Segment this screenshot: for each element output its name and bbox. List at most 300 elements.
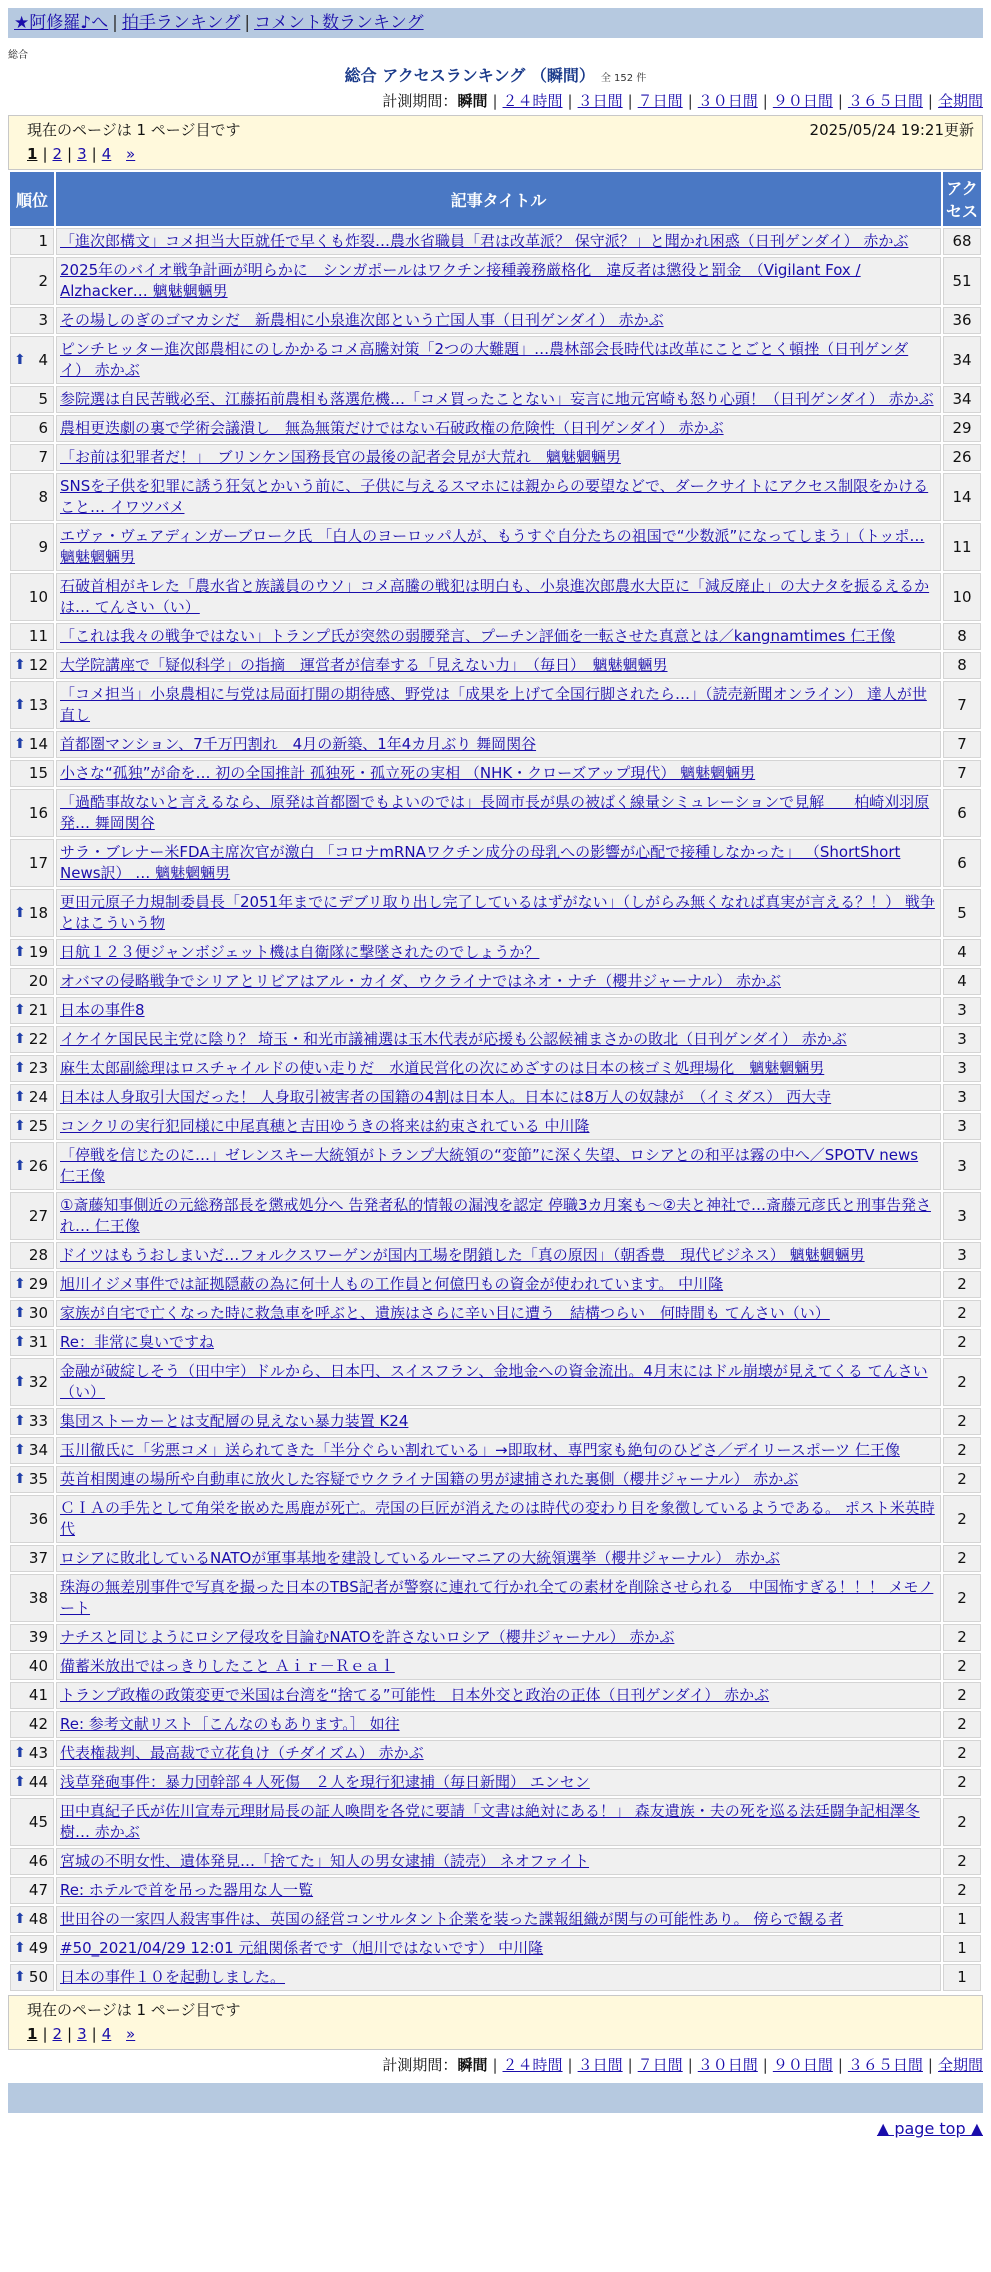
rank-up-icon: ⬆ (14, 944, 26, 960)
period-7d[interactable]: ７日間 (637, 92, 683, 110)
rank-number: 32 (28, 1372, 48, 1391)
table-row (10, 307, 981, 334)
article-link[interactable]: #50_2021/04/29 12:01 元組関係者です（旭川ではないです） 中川隆 (60, 1939, 544, 1957)
table-row (10, 1084, 981, 1111)
article-link[interactable]: 日本の事件8 (60, 1001, 145, 1019)
access-count: 2 (943, 1300, 981, 1327)
current-page-text: 現在のページは 1 ページ目です (27, 121, 241, 139)
article-link[interactable]: その場しのぎのゴマカシだ 新農相に小泉進次郎という亡国人事（日刊ゲンダイ） 赤かぶ (60, 311, 664, 329)
rank-cell (10, 523, 54, 571)
article-link[interactable]: 「お前は犯罪者だ！」 ブリンケン国務長官の最後の記者会見が大荒れ 魑魅魍魎男 (60, 448, 621, 466)
access-count: 6 (943, 839, 981, 887)
rank-number: 45 (28, 1812, 48, 1831)
access-count: 2 (943, 1711, 981, 1738)
title-cell (56, 1769, 941, 1796)
title-cell (56, 1798, 941, 1846)
rank-number: 19 (28, 943, 48, 961)
article-link[interactable]: 「コメ担当」小泉農相に与党は局面打開の期待感、野党は「成果を上げて全国行脚されたら…」（読売新聞オンライン） 達人が世直し (60, 685, 927, 724)
article-link[interactable]: 日航１２３便ジャンボジェット機は自衛隊に撃墜されたのでしょうか？ (60, 943, 540, 961)
rank-number: 18 (28, 903, 48, 922)
access-count: 6 (943, 789, 981, 837)
title-cell (56, 1437, 941, 1464)
period-all[interactable]: 全期間 (937, 92, 983, 110)
article-link[interactable]: 金融が破綻しそう（田中宇）ドルから、日本円、スイスフラン、金地金への資金流出。4月末にはドル崩壊が見えてくる てんさい（い） (60, 1362, 928, 1401)
rank-cell (10, 1358, 54, 1406)
article-link[interactable]: 日本の事件１０を起動しました。 (60, 1968, 286, 1986)
table-row (10, 336, 981, 384)
access-count: 3 (943, 1192, 981, 1240)
access-count: 2 (943, 1574, 981, 1622)
rank-cell (10, 336, 54, 384)
rank-number: 34 (28, 1441, 48, 1459)
title-cell (56, 1329, 941, 1356)
rank-cell (10, 939, 54, 966)
rank-number: 41 (28, 1686, 48, 1704)
access-count: 1 (943, 1935, 981, 1962)
access-count: 2 (943, 1848, 981, 1875)
article-link[interactable]: ナチスと同じようにロシア侵攻を目論むNATOを許さないロシア（櫻井ジャーナル） 赤かぶ (60, 1628, 675, 1646)
page-1: 1 (27, 145, 38, 163)
page-3[interactable]: 3 (77, 145, 87, 163)
access-count: 1 (943, 1906, 981, 1933)
table-row (10, 1877, 981, 1904)
article-link[interactable]: 日本は人身取引大国だった！ 人身取引被害者の国籍の4割は日本人。日本には8万人の奴隷が （イミダス） 西大寺 (60, 1088, 832, 1106)
title-cell (56, 1358, 941, 1406)
table-row (10, 1769, 981, 1796)
access-count: 2 (943, 1798, 981, 1846)
rank-cell (10, 1084, 54, 1111)
bottom-bar (8, 2083, 983, 2113)
rank-number: 7 (38, 448, 48, 466)
period-30d[interactable]: ３０日間 (697, 92, 758, 110)
table-row (10, 968, 981, 995)
rank-up-icon: ⬆ (14, 1276, 26, 1292)
access-count: 2 (943, 1437, 981, 1464)
article-link[interactable]: 英首相関連の場所や自動車に放火した容疑でウクライナ国籍の男が逮捕された裏側（櫻井ジャーナル） 赤かぶ (60, 1470, 799, 1488)
ranking-table (8, 170, 983, 1993)
table-row (10, 228, 981, 255)
rank-cell (10, 228, 54, 255)
title-cell (56, 760, 941, 787)
clap-ranking-link[interactable]: 拍手ランキング (121, 13, 241, 33)
access-count: 14 (943, 473, 981, 521)
table-row (10, 789, 981, 837)
period-instant-bottom: 瞬間 (457, 2056, 488, 2074)
rank-cell (10, 1624, 54, 1651)
article-link[interactable]: SNSを子供を犯罪に誘う狂気とかいう前に、子供に与えるスマホには親からの要望などで、ダークサイトにアクセス制限をかけること… イワツバメ (60, 477, 929, 516)
next-page[interactable]: » (126, 145, 136, 163)
title-cell (56, 1848, 941, 1875)
title-cell (56, 523, 941, 571)
access-count: 2 (943, 1740, 981, 1767)
rank-cell (10, 1964, 54, 1991)
pager-bottom: 1 | 2 | 3 | 4 » (27, 2025, 136, 2043)
table-row (10, 1026, 981, 1053)
rank-cell (10, 839, 54, 887)
table-row (10, 1711, 981, 1738)
rank-cell (10, 1142, 54, 1190)
article-link[interactable]: オバマの侵略戦争でシリアとリビアはアル・カイダ、ウクライナではネオ・ナチ（櫻井ジャーナル） 赤かぶ (60, 972, 782, 990)
rank-cell (10, 1113, 54, 1140)
rank-number: 35 (28, 1470, 48, 1488)
access-count: 2 (943, 1682, 981, 1709)
rank-up-icon: ⬆ (14, 1471, 26, 1487)
access-count: 3 (943, 1084, 981, 1111)
article-link[interactable]: 備蓄米放出ではっきりしたこと Ａｉｒ－Ｒｅａｌ (60, 1657, 395, 1675)
article-link[interactable]: 「これは我々の戦争ではない」トランプ氏が突然の弱腰発言、プーチン評価を一転させた真意とは／kangnamtimes 仁王像 (60, 627, 896, 645)
table-row (10, 623, 981, 650)
rank-cell (10, 1242, 54, 1269)
table-row (10, 1466, 981, 1493)
article-link[interactable]: ドイツはもうおしまいだ…フォルクスワーゲンが国内工場を閉鎖した「真の原因」（朝香豊 現代ビジネス） 魑魅魍魎男 (60, 1246, 865, 1264)
article-link[interactable]: 「過酷事故ないと言えるなら、原発は首都圏でもよいのでは」長岡市長が県の被ばく線量シミュレーションで見解 柏崎刈羽原発… 舞岡関谷 (60, 793, 930, 832)
page-top-link[interactable]: ▲ page top ▲ (876, 2119, 983, 2138)
rank-number: 23 (28, 1059, 48, 1077)
table-row (10, 1740, 981, 1767)
rank-number: 36 (28, 1509, 48, 1528)
title-cell (56, 1495, 941, 1543)
title-cell (56, 623, 941, 650)
rank-up-icon: ⬆ (14, 1305, 26, 1321)
rank-up-icon: ⬆ (14, 1745, 26, 1761)
rank-up-icon: ⬆ (14, 1089, 26, 1105)
table-row (10, 731, 981, 758)
access-count: 4 (943, 968, 981, 995)
article-link[interactable]: 旭川イジメ事件では証拠隠蔽の為に何十人もの工作員と何億円もの資金が使われています。 中川隆 (60, 1275, 724, 1293)
access-count: 3 (943, 997, 981, 1024)
rank-number: 3 (38, 311, 48, 329)
table-row (10, 1624, 981, 1651)
page-2-bottom[interactable]: 2 (52, 2025, 63, 2043)
table-row (10, 473, 981, 521)
title-cell (56, 228, 941, 255)
title-cell (56, 731, 941, 758)
title-cell (56, 839, 941, 887)
page-title: 総合 アクセスランキング （瞬間） 全 152 件 (344, 66, 647, 85)
rank-cell (10, 1935, 54, 1962)
page-2[interactable]: 2 (52, 145, 63, 163)
table-row (10, 839, 981, 887)
title-cell (56, 1624, 941, 1651)
rank-up-icon: ⬆ (14, 1413, 26, 1429)
page-info-bottom (8, 1995, 983, 2050)
period-90d-bottom[interactable]: ９０日間 (772, 2056, 833, 2074)
table-row (10, 1935, 981, 1962)
article-link[interactable]: Re: ホテルで首を吊った器用な人一覧 (60, 1881, 314, 1899)
title-cell (56, 1964, 941, 1991)
page-1-bottom: 1 (27, 2025, 38, 2043)
rank-number: 33 (28, 1412, 48, 1430)
rank-number: 49 (28, 1939, 48, 1957)
period-24h[interactable]: ２４時間 (502, 92, 563, 110)
table-row (10, 1192, 981, 1240)
article-link[interactable]: ピンチヒッター進次郎農相にのしかかるコメ高騰対策「2つの大難題」…農林部会長時代は改革にことごとく頓挫（日刊ゲンダイ） 赤かぶ (60, 340, 909, 379)
access-count: 3 (943, 1055, 981, 1082)
table-row (10, 1545, 981, 1572)
table-row (10, 1329, 981, 1356)
article-link[interactable]: 「進次郎構文」コメ担当大臣就任で早くも炸裂…農水省職員「君は改革派？ 保守派？」と聞かれ困惑（日刊ゲンダイ） 赤かぶ (60, 232, 909, 250)
table-row (10, 257, 981, 305)
access-count: 2 (943, 1624, 981, 1651)
period-selector: 計測期間：瞬間 | ２４時間 | ３日間 | ７日間 | ３０日間 | ９０日間 | ３６５日間 | 全期間 (382, 92, 983, 110)
rank-number: 21 (28, 1001, 48, 1019)
total-count: 全 152 件 (600, 73, 647, 84)
article-link[interactable]: 2025年のバイオ戦争計画が明らかに シンガポールはワクチン接種義務厳格化 違反者は懲役と罰金 （Vigilant Fox / Alzhacker… 魑魅魍魎男 (60, 261, 861, 300)
rank-cell (10, 1408, 54, 1435)
rank-number: 5 (38, 390, 48, 408)
title-cell (56, 415, 941, 442)
rank-cell (10, 473, 54, 521)
rank-cell (10, 1437, 54, 1464)
article-link[interactable]: サラ・ブレナー米FDA主席次官が激白 「コロナmRNAワクチン成分の母乳への影響が心配で接種しなかった」 （ShortShort News訳） … 魑魅魍魎男 (60, 843, 901, 882)
rank-up-icon: ⬆ (14, 1774, 26, 1790)
rank-number: 4 (38, 350, 48, 369)
article-link[interactable]: ロシアに敗北しているNATOが軍事基地を建設しているルーマニアの大統領選挙（櫻井ジャーナル） 赤かぶ (60, 1549, 781, 1567)
rank-up-icon: ⬆ (14, 1118, 26, 1134)
title-cell (56, 336, 941, 384)
article-link[interactable]: コンクリの実行犯同様に中尾真穂と吉田ゆうきの将来は約束されている 中川隆 (60, 1117, 590, 1135)
rank-up-icon: ⬆ (14, 1442, 26, 1458)
title-cell (56, 257, 941, 305)
rank-cell (10, 760, 54, 787)
rank-cell (10, 1271, 54, 1298)
access-count: 2 (943, 1769, 981, 1796)
rank-number: 12 (28, 656, 48, 674)
access-count: 2 (943, 1545, 981, 1572)
article-link[interactable]: Re：非常に臭いですね (60, 1333, 214, 1351)
table-row (10, 1653, 981, 1680)
period-90d[interactable]: ９０日間 (772, 92, 833, 110)
table-row (10, 1242, 981, 1269)
table-row (10, 386, 981, 413)
access-count: 11 (943, 523, 981, 571)
comment-ranking-link[interactable]: コメント数ランキング (254, 13, 424, 33)
article-link[interactable]: 「停戦を信じたのに…」ゼレンスキー大統領がトランプ大統領の“変節”に深く失望、ロシアとの和平は霧の中へ／SPOTV news 仁王像 (60, 1146, 919, 1185)
rank-number: 40 (28, 1657, 48, 1675)
rank-number: 6 (38, 419, 48, 437)
article-link[interactable]: 珠海の無差別事件で写真を撮った日本のTBS記者が警察に連れて行かれ全ての素材を削除させられる 中国怖すぎる！！！ メモノート (60, 1578, 934, 1617)
article-link[interactable]: 代表権裁判、最高裁で立花負け（チダイズム） 赤かぶ (60, 1744, 424, 1762)
rank-up-icon: ⬆ (14, 1060, 26, 1076)
access-count: 5 (943, 889, 981, 937)
rank-number: 39 (28, 1628, 48, 1646)
title-cell (56, 968, 941, 995)
rank-number: 43 (28, 1744, 48, 1762)
table-row (10, 1408, 981, 1435)
page-4[interactable]: 4 (101, 145, 112, 163)
rank-number: 37 (28, 1549, 48, 1567)
period-24h-bottom[interactable]: ２４時間 (502, 2056, 563, 2074)
rank-cell (10, 1769, 54, 1796)
article-link[interactable]: 浅草発砲事件：暴力団幹部４人死傷 ２人を現行犯逮捕（毎日新聞） エンセン (60, 1773, 590, 1791)
period-3d[interactable]: ３日間 (577, 92, 623, 110)
rank-number: 25 (28, 1117, 48, 1135)
rank-cell (10, 789, 54, 837)
rank-cell (10, 415, 54, 442)
rank-number: 9 (38, 537, 48, 556)
access-count: 7 (943, 731, 981, 758)
access-count: 2 (943, 1271, 981, 1298)
rank-number: 48 (28, 1910, 48, 1928)
title-cell (56, 1653, 941, 1680)
table-row (10, 1574, 981, 1622)
article-link[interactable]: 更田元原子力規制委員長「2051年までにデブリ取り出し完了しているはずがない」（しがらみ無くなれば真実が言える？！） 戦争とはこういう物 (60, 893, 935, 932)
article-link[interactable]: 玉川徹氏に「劣悪コメ」送られてきた「半分ぐらい割れている」→即取材、専門家も絶句のひどさ／デイリースポーツ 仁王像 (60, 1441, 900, 1459)
table-row (10, 681, 981, 729)
article-link[interactable]: 世田谷の一家四人殺害事件は、英国の経営コンサルタント企業を装った諜報組織が関与の可能性あり。 傍らで観る者 (60, 1910, 844, 1928)
rank-number: 1 (38, 232, 48, 250)
rank-cell (10, 573, 54, 621)
table-row (10, 1848, 981, 1875)
rank-cell (10, 307, 54, 334)
rank-number: 24 (28, 1088, 48, 1106)
title-cell (56, 1192, 941, 1240)
rank-cell (10, 1300, 54, 1327)
table-row (10, 444, 981, 471)
rank-number: 17 (28, 853, 48, 872)
title-cell (56, 889, 941, 937)
access-count: 51 (943, 257, 981, 305)
article-link[interactable]: Re: 参考文献リスト［こんなのもあります。］ 如往 (60, 1715, 400, 1733)
access-count: 2 (943, 1358, 981, 1406)
access-count: 34 (943, 386, 981, 413)
article-link[interactable]: 麻生太郎副総理はロスチャイルドの使い走りだ 水道民営化の次にめざすのは日本の核ゴミ処理場化 魑魅魍魎男 (60, 1059, 825, 1077)
home-link[interactable]: ★阿修羅♪へ (14, 13, 109, 33)
table-row (10, 652, 981, 679)
rank-number: 29 (28, 1275, 48, 1293)
table-row (10, 1964, 981, 1991)
access-count: 3 (943, 1026, 981, 1053)
period-7d-bottom[interactable]: ７日間 (637, 2056, 683, 2074)
rank-cell (10, 1682, 54, 1709)
article-link[interactable]: 家族が自宅で亡くなった時に救急車を呼ぶと、遺族はさらに辛い目に遭う 結構つらい 何時間も てんさい（い） (60, 1304, 830, 1322)
title-cell (56, 1142, 941, 1190)
title-cell (56, 1055, 941, 1082)
article-link[interactable]: 集団ストーカーとは支配層の見えない暴力装置 K24 (60, 1412, 409, 1430)
article-link[interactable]: 首都圏マンション、7千万円割れ 4月の新築、1年4カ月ぶり 舞岡関谷 (60, 735, 537, 753)
rank-number: 16 (28, 803, 48, 822)
access-count: 68 (943, 228, 981, 255)
title-cell (56, 1084, 941, 1111)
period-3d-bottom[interactable]: ３日間 (577, 2056, 623, 2074)
article-link[interactable]: 参院選は自民苦戦必至、江藤拓前農相も落選危機…「コメ買ったことない」妄言に地元宮崎も怒り心頭！（日刊ゲンダイ） 赤かぶ (60, 390, 934, 408)
article-link[interactable]: ＣＩＡの手先として角栄を嵌めた馬鹿が死亡。売国の巨匠が消えたのは時代の変わり目を象徴しているようである。 ポスト米英時代 (60, 1499, 935, 1538)
title-cell (56, 1740, 941, 1767)
article-link[interactable]: 小さな“孤独”が命を… 初の全国推計 孤独死・孤立死の実相 （NHK・クローズアップ現代） 魑魅魍魎男 (60, 764, 756, 782)
rank-up-icon: ⬆ (14, 1031, 26, 1047)
rank-up-icon: ⬆ (14, 1334, 26, 1350)
rank-number: 27 (28, 1206, 48, 1225)
rank-cell (10, 968, 54, 995)
table-row (10, 1495, 981, 1543)
title-cell (56, 1545, 941, 1572)
rank-number: 28 (28, 1246, 48, 1264)
rank-number: 42 (28, 1715, 48, 1733)
article-link[interactable]: 農相更迭劇の裏で学術会議潰し 無為無策だけではない石破政権の危険性（日刊ゲンダイ） 赤かぶ (60, 419, 724, 437)
table-row (10, 1798, 981, 1846)
access-count: 2 (943, 1877, 981, 1904)
rank-number: 11 (28, 627, 48, 645)
title-cell (56, 473, 941, 521)
table-row (10, 1682, 981, 1709)
rank-cell (10, 1545, 54, 1572)
title-cell (56, 1711, 941, 1738)
rank-cell (10, 1740, 54, 1767)
title-cell (56, 681, 941, 729)
rank-number: 46 (28, 1852, 48, 1870)
rank-cell (10, 1466, 54, 1493)
rank-cell (10, 1192, 54, 1240)
article-link[interactable]: ①斎藤知事側近の元総務部長を懲戒処分へ 告発者私的情報の漏洩を認定 停職3カ月案も～②夫と神社で…斎藤元彦氏と刑事告発され… 仁王像 (60, 1196, 931, 1235)
page-4-bottom[interactable]: 4 (101, 2025, 112, 2043)
pager-top: 1 | 2 | 3 | 4 » (27, 145, 136, 163)
rank-up-icon: ⬆ (14, 657, 26, 673)
page-info-top (8, 115, 983, 170)
access-count: 7 (943, 760, 981, 787)
article-link[interactable]: エヴァ・ヴェアディンガーブローク氏 「白人のヨーロッパ人が、もうすぐ自分たちの祖国で“少数派”になってしまう」（トッポ… 魑魅魍魎男 (60, 527, 925, 566)
page-3-bottom[interactable]: 3 (77, 2025, 87, 2043)
period-365d-bottom[interactable]: ３６５日間 (847, 2056, 923, 2074)
period-all-bottom[interactable]: 全期間 (937, 2056, 983, 2074)
rank-cell (10, 1711, 54, 1738)
title-cell (56, 1300, 941, 1327)
access-count: 29 (943, 415, 981, 442)
rank-number: 22 (28, 1030, 48, 1048)
rank-number: 8 (38, 487, 48, 506)
title-cell (56, 1113, 941, 1140)
rank-number: 14 (28, 735, 48, 753)
table-row (10, 523, 981, 571)
period-30d-bottom[interactable]: ３０日間 (697, 2056, 758, 2074)
title-cell (56, 1408, 941, 1435)
article-link[interactable]: 石破首相がキレた「農水省と族議員のウソ」コメ高騰の戦犯は明白も、小泉進次郎農水大臣に「減反廃止」の大ナタを振るえるかは… てんさい（い） (60, 577, 930, 616)
period-instant: 瞬間 (457, 92, 488, 110)
rank-up-icon: ⬆ (14, 1002, 26, 1018)
rank-cell (10, 652, 54, 679)
access-count: 4 (943, 939, 981, 966)
title-cell (56, 1682, 941, 1709)
rank-up-icon: ⬆ (14, 1911, 26, 1927)
article-link[interactable]: トランプ政権の政策変更で米国は台湾を“捨てる”可能性 日本外交と政治の正体（日刊ゲンダイ） 赤かぶ (60, 1686, 770, 1704)
rank-number: 10 (28, 587, 48, 606)
article-link[interactable]: イケイケ国民民主党に陰り？ 埼玉・和光市議補選は玉木代表が応援も公認候補まさかの敗北（日刊ゲンダイ） 赤かぶ (60, 1030, 847, 1048)
header-rank: 順位 (10, 172, 54, 226)
access-count: 1 (943, 1964, 981, 1991)
next-page-bottom[interactable]: » (126, 2025, 136, 2043)
article-link[interactable]: 宮城の不明女性、遺体発見…「捨てた」知人の男女逮捕（読売） ネオファイト (60, 1852, 590, 1870)
rank-up-icon: ⬆ (14, 696, 26, 713)
article-link[interactable]: 大学院講座で「疑似科学」の指摘 運営者が信奉する「見えない力」 （毎日） 魑魅魍魎男 (60, 656, 668, 674)
header-access: アクセス (943, 172, 981, 226)
article-link[interactable]: 田中真紀子氏が佐川宣寿元理財局長の証人喚問を各党に要請「文書は絶対にある！」 森友遺族・夫の死を巡る法廷闘争記相澤冬樹… 赤かぶ (60, 1802, 920, 1841)
updated-time: 2025/05/24 19:21更新 (809, 121, 974, 139)
rank-up-icon: ⬆ (14, 736, 26, 752)
table-row (10, 760, 981, 787)
rank-number: 30 (28, 1304, 48, 1322)
title-cell (56, 444, 941, 471)
period-365d[interactable]: ３６５日間 (847, 92, 923, 110)
access-count: 3 (943, 1242, 981, 1269)
title-cell (56, 1574, 941, 1622)
rank-up-icon: ⬆ (14, 904, 26, 921)
current-page-text-bottom: 現在のページは 1 ページ目です (27, 2001, 241, 2019)
top-nav-bar: ★阿修羅♪へ | 拍手ランキング | コメント数ランキング (8, 8, 983, 38)
table-row (10, 997, 981, 1024)
rank-number: 38 (28, 1588, 48, 1607)
rank-up-icon: ⬆ (14, 1940, 26, 1956)
rank-cell (10, 1329, 54, 1356)
title-cell (56, 997, 941, 1024)
